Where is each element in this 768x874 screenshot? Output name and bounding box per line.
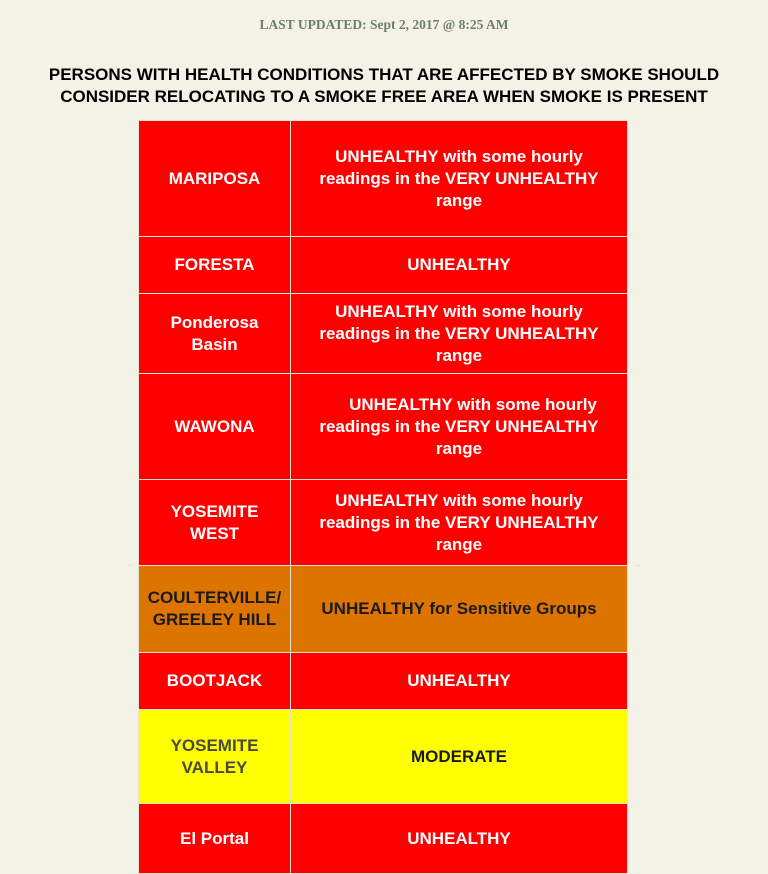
- notice-line-2: CONSIDER RELOCATING TO A SMOKE FREE AREA WHEN SMOKE IS PRESENT: [60, 87, 708, 106]
- status-line: UNHEALTHY with some hourly: [335, 490, 583, 510]
- air-quality-table: [138, 120, 628, 874]
- status-cell: [291, 480, 628, 566]
- location-label: WEST: [189, 523, 240, 543]
- location-label: El Portal: [180, 828, 249, 848]
- status-line: UNHEALTHY for Sensitive Groups: [321, 599, 597, 618]
- status-line: readings in the VERY UNHEALTHY: [319, 512, 599, 532]
- health-notice: [10, 64, 758, 108]
- location-cell: [139, 374, 291, 480]
- location-label: GREELEY HILL: [152, 610, 277, 629]
- location-label: BOOTJACK: [166, 671, 263, 690]
- table-row: [139, 710, 628, 804]
- status-line: UNHEALTHY: [407, 828, 511, 848]
- location-cell: [139, 566, 291, 653]
- status-line: UNHEALTHY with some hourly: [335, 301, 583, 321]
- location-cell: [139, 121, 291, 237]
- status-cell: [291, 374, 628, 480]
- table-row: [139, 804, 628, 874]
- table-row: [139, 566, 628, 653]
- location-label: Basin: [191, 334, 238, 354]
- status-line: UNHEALTHY with some hourly: [335, 146, 583, 166]
- location-cell: [139, 480, 291, 566]
- notice-line-1: PERSONS WITH HEALTH CONDITIONS THAT ARE AFFECTED BY SMOKE SHOULD: [48, 65, 720, 84]
- status-line: UNHEALTHY with some hourly: [349, 394, 597, 414]
- location-label: VALLEY: [181, 757, 248, 777]
- status-cell: [291, 653, 628, 710]
- status-cell: [291, 294, 628, 374]
- status-cell: [291, 121, 628, 237]
- table-row: [139, 121, 628, 237]
- status-line: range: [435, 190, 483, 210]
- location-cell: [139, 294, 291, 374]
- status-line: readings in the VERY UNHEALTHY: [319, 168, 599, 188]
- location-label: WAWONA: [174, 416, 255, 436]
- status-line: range: [435, 345, 483, 365]
- status-line: range: [435, 534, 483, 554]
- status-line: MODERATE: [410, 746, 507, 766]
- last-updated: LAST UPDATED: Sept 2, 2017 @ 8:25 AM: [259, 17, 509, 32]
- status-cell: [291, 566, 628, 653]
- location-label: YOSEMITE: [170, 735, 259, 755]
- location-label: Ponderosa: [170, 312, 259, 332]
- status-line: UNHEALTHY: [407, 255, 511, 274]
- status-cell: [291, 710, 628, 804]
- location-cell: [139, 653, 291, 710]
- location-cell: [139, 710, 291, 804]
- status-cell: [291, 237, 628, 294]
- table-row: [139, 374, 628, 480]
- status-line: UNHEALTHY: [407, 671, 511, 690]
- status-line: readings in the VERY UNHEALTHY: [319, 323, 599, 343]
- location-label: MARIPOSA: [168, 168, 261, 188]
- location-label: FORESTA: [174, 255, 255, 274]
- table-row: [139, 480, 628, 566]
- location-cell: [139, 804, 291, 874]
- table-row: [139, 653, 628, 710]
- table-row: [139, 294, 628, 374]
- status-line: range: [435, 438, 483, 458]
- table-row: [139, 237, 628, 294]
- location-label: YOSEMITE: [170, 501, 259, 521]
- location-label: COULTERVILLE/: [147, 588, 282, 607]
- status-cell: [291, 804, 628, 874]
- location-cell: [139, 237, 291, 294]
- status-line: readings in the VERY UNHEALTHY: [319, 416, 599, 436]
